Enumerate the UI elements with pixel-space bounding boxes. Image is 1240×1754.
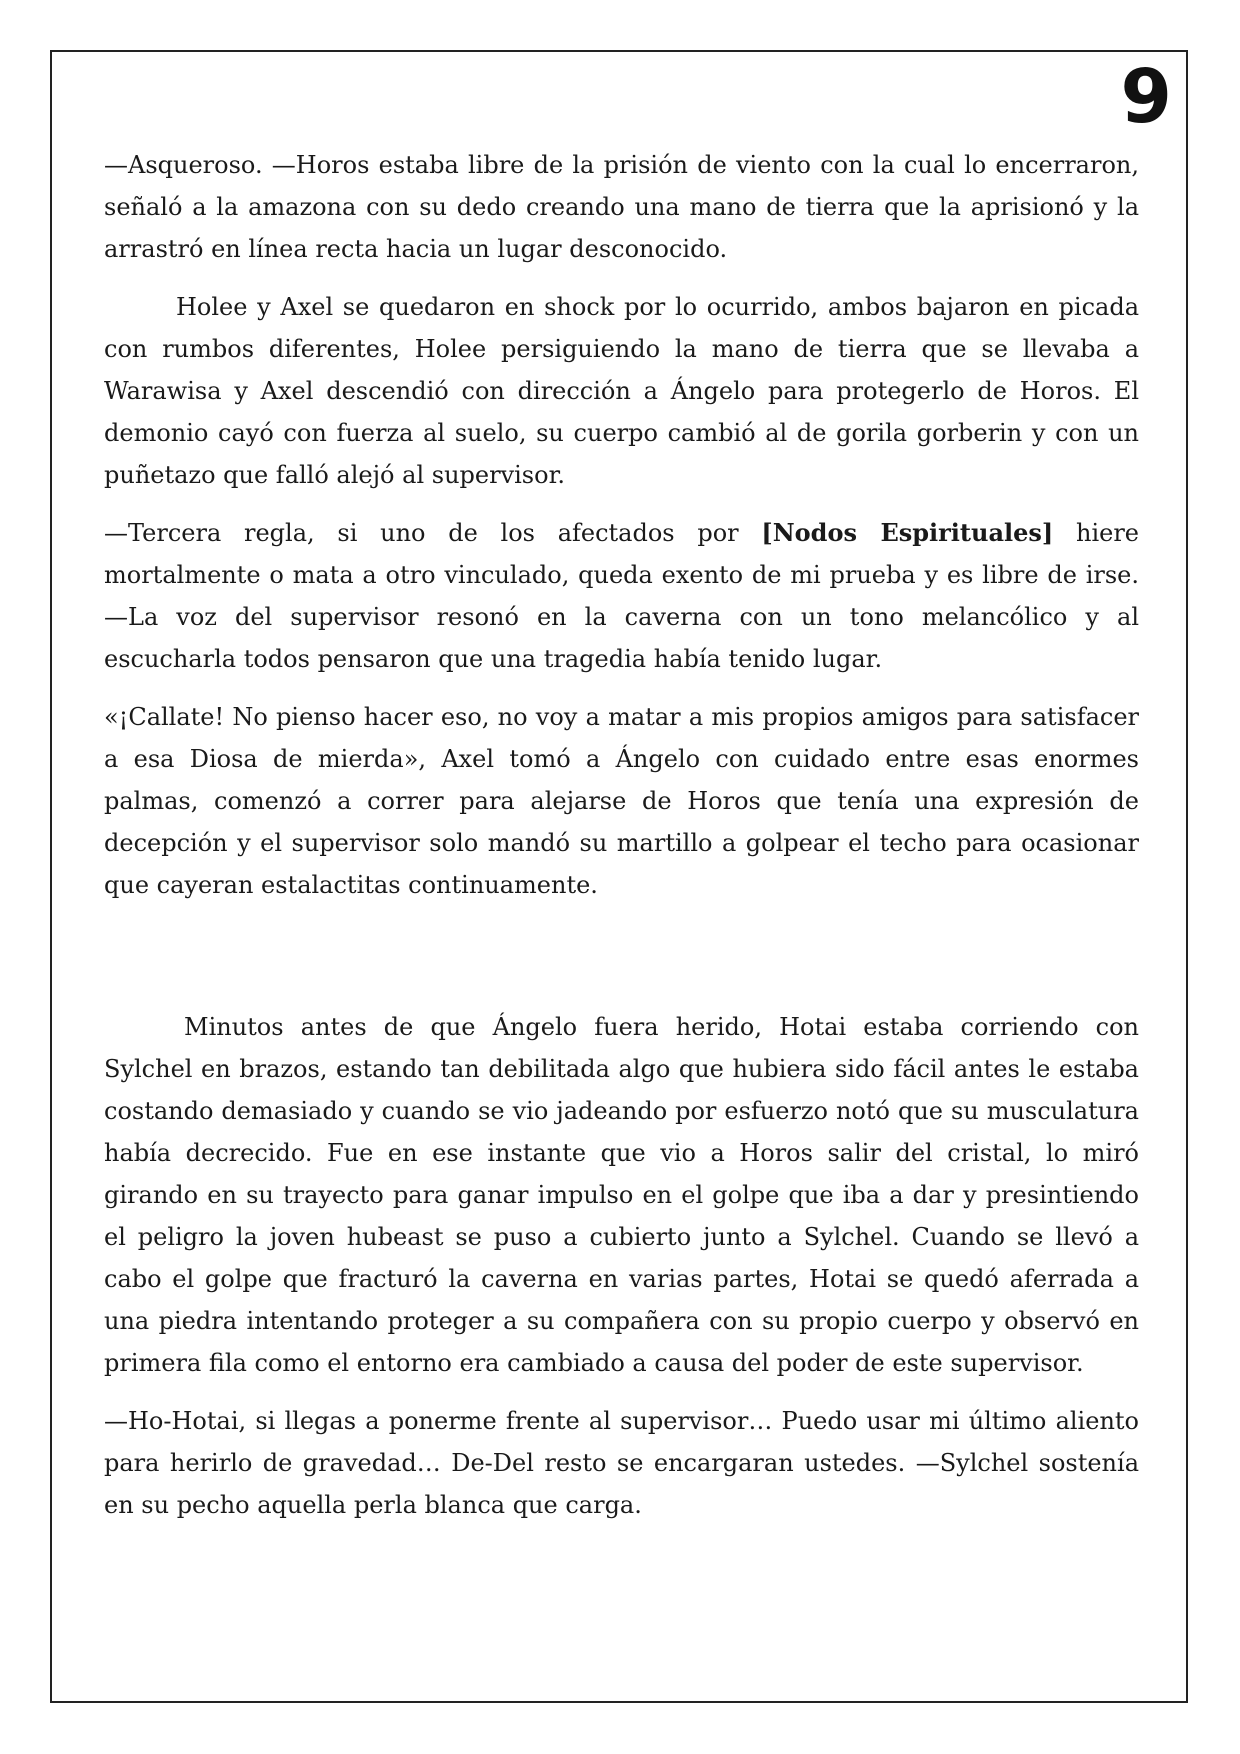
paragraph-1: —Asqueroso. —Horos estaba libre de la prisión de viento con la cual lo encerraron, señaló a la amazona con su dedo creando una mano de tierra que la aprisionó y la arrastró en línea recta hacia un lugar desconocido. <box>104 151 1139 263</box>
paragraph-6: —Ho-Hotai, si llegas a ponerme frente al supervisor… Puedo usar mi último aliento para herirlo de gravedad… De-Del resto se encargaran ustedes. —Sylchel sostenía en su pecho aquella perla blanca que carga. <box>104 1407 1139 1519</box>
paragraph-3 <box>104 512 1139 680</box>
nodos-espirituales-term: [Nodos Espirituales] <box>761 518 1054 547</box>
paragraph-3-end: hiere mortalmente o mata a otro vinculado, queda exento de mi prueba y es libre de irse. —La voz del supervisor resonó en la caverna con un tono melancólico y al escucharla todos pensaron que una tragedia había tenido lugar. <box>104 519 1139 673</box>
scene-break <box>104 922 1139 1006</box>
paragraph-3-start: —Tercera regla, si uno de los afectados por <box>104 519 762 547</box>
paragraph-5: Minutos antes de que Ángelo fuera herido, Hotai estaba corriendo con Sylchel en brazos, estando tan debilitada algo que hubiera sido fácil antes le estaba costando demasiado y cuando se vio jadeando por esfuerzo notó que su musculatura había decrecido. Fue en ese instante que vio a Horos salir del cristal, lo miró girando en su trayecto para ganar impulso en el golpe que iba a dar y presintiendo el peligro la joven hubeast se puso a cubierto junto a Sylchel. Cuando se llevó a cabo el golpe que fracturó la caverna en varias partes, Hotai se quedó aferrada a una piedra intentando proteger a su compañera con su propio cuerpo y observó en primera fila como el entorno era cambiado a causa del poder de este supervisor. <box>104 1013 1139 1377</box>
paragraph-2: Holee y Axel se quedaron en shock por lo ocurrido, ambos bajaron en picada con rumbos diferentes, Holee persiguiendo la mano de tierra que se llevaba a Warawisa y Axel descendió con dirección a Ángelo para protegerlo de Horos. El demonio cayó con fuerza al suelo, su cuerpo cambió al de gorila gorberin y con un puñetazo que falló alejó al supervisor. <box>104 293 1139 489</box>
page-body <box>104 144 1139 1542</box>
paragraph-4: «¡Callate! No pienso hacer eso, no voy a matar a mis propios amigos para satisfacer a esa Diosa de mierda», Axel tomó a Ángelo con cuidado entre esas enormes palmas, comenzó a correr para alejarse de Horos que tenía una expresión de decepción y el supervisor solo mandó su martillo a golpear el techo para ocasionar que cayeran estalactitas continuamente. <box>104 703 1139 899</box>
page-number: 9 <box>1120 54 1172 140</box>
